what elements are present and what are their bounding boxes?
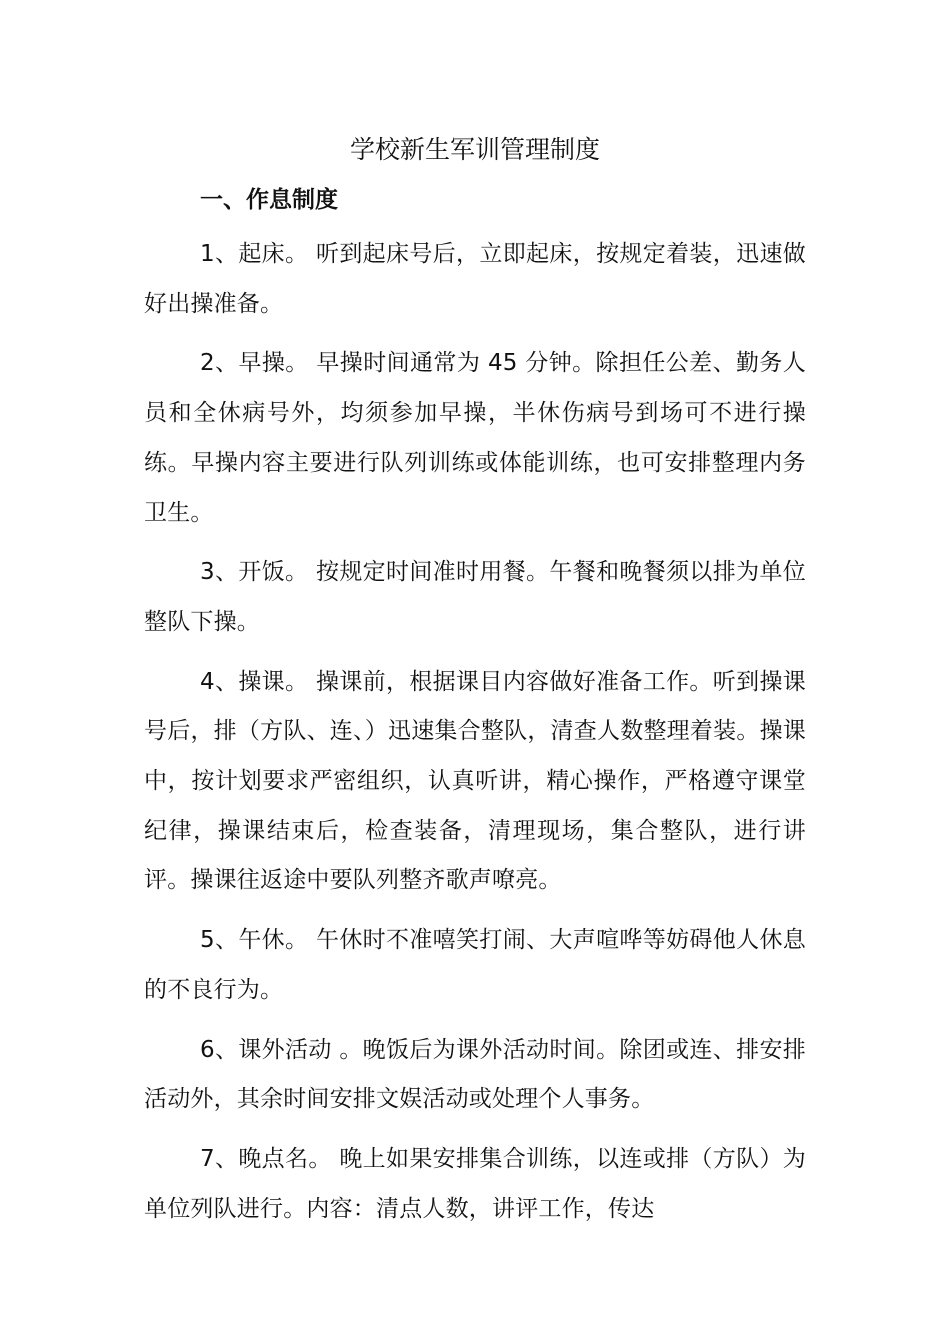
document-title: 学校新生军训管理制度 xyxy=(349,135,600,164)
section-heading: 一、作息制度 xyxy=(200,187,338,213)
paragraph-noon-rest: 5、午休。 午休时不准嘻笑打闹、大声喧哗等妨碍他人休息的不良行为。 xyxy=(144,927,806,1003)
paragraph-evening-roll-call: 7、晚点名。 晚上如果安排集合训练，以连或排（方队）为单位列队进行。内容：清点人数，讲评工作，传达 xyxy=(144,1145,806,1222)
paragraph-extracurricular: 6、课外活动 。晚饭后为课外活动时间。除团或连、排安排活动外，其余时间安排文娱活动或处理个人事务。 xyxy=(144,1036,806,1113)
document-body xyxy=(144,180,806,1234)
paragraph-drill-class: 4、操课。 操课前，根据课目内容做好准备工作。听到操课号后，排（方队、连、）迅速集合整队，清查人数整理着装。操课中，按计划要求严密组织，认真听讲，精心操作，严格遵守课堂纪律，操课结束后，检查装备，清理现场，集合整队，进行讲评。操课往返途中要队列整齐歌声嘹亮。 xyxy=(144,668,806,894)
paragraph-morning-exercise: 2、早操。 早操时间通常为 45 分钟。除担任公差、勤务人员和全休病号外，均须参加早操，半休伤病号到场可不进行操练。早操内容主要进行队列训练或体能训练，也可安排整理内务卫生。 xyxy=(144,350,806,526)
paragraph-meals: 3、开饭。 按规定时间准时用餐。午餐和晚餐须以排为单位整队下操。 xyxy=(144,559,806,635)
paragraph-wake-up: 1、起床。 听到起床号后，立即起床，按规定着装，迅速做好出操准备。 xyxy=(144,241,806,317)
